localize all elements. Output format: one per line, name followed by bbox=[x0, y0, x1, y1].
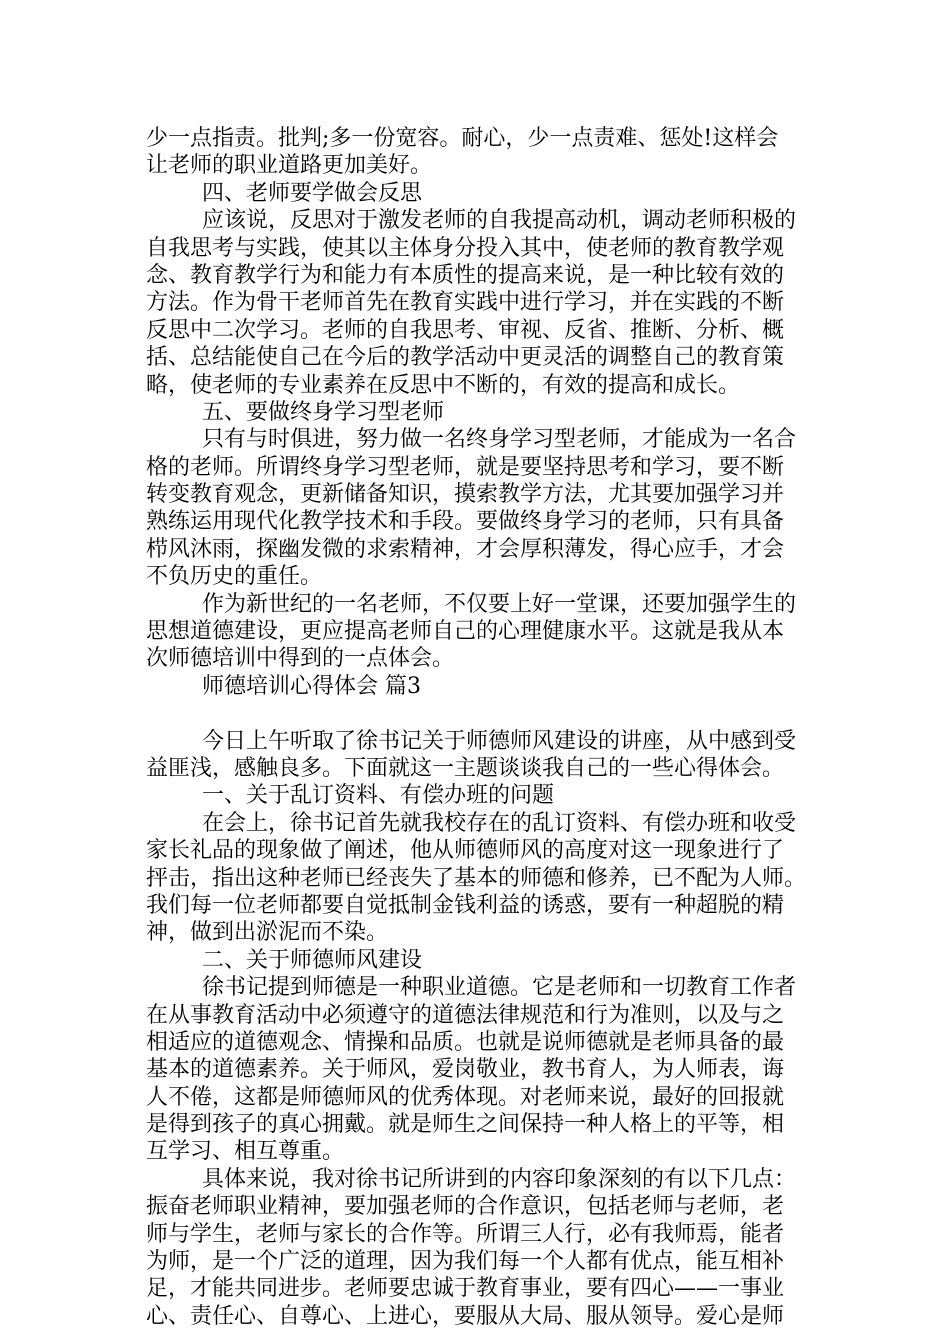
text-line: 四、老师要学做会反思 bbox=[202, 180, 423, 206]
text-line: 作为新世纪的一名老师，不仅要上好一堂课，还要加强学生的 bbox=[202, 591, 797, 617]
text-line: 二、关于师德师风建设 bbox=[202, 947, 423, 973]
text-line: 在从事教育活动中必须遵守的道德法律规范和行为准则，以及与之 bbox=[146, 1002, 785, 1028]
text-line: 反思中二次学习。老师的自我思考、审视、反省、推断、分析、概 bbox=[146, 317, 785, 343]
text-line: 次师德培训中得到的一点体会。 bbox=[146, 646, 455, 672]
text-line: 栉风沐雨，探幽发微的求索精神，才会厚积薄发，得心应手，才会 bbox=[146, 536, 785, 562]
text-line: 念、教育教学行为和能力有本质性的提高来说，是一种比较有效的 bbox=[146, 262, 785, 288]
text-line: 应该说，反思对于激发老师的自我提高动机，调动老师积极的 bbox=[202, 208, 797, 234]
text-line: 转变教育观念，更新储备知识，摸索教学方法，尤其要加强学习并 bbox=[146, 482, 785, 508]
text-line: 抨击，指出这种老师已经丧失了基本的师德和修养，已不配为人师。 bbox=[146, 865, 806, 891]
text-line: 今日上午听取了徐书记关于师德师风建设的讲座，从中感到受 bbox=[202, 728, 797, 754]
text-line: 五、要做终身学习型老师 bbox=[202, 399, 445, 425]
text-line: 格的老师。所谓终身学习型老师，就是要坚持思考和学习，要不断 bbox=[146, 454, 785, 480]
text-line: 互学习、相互尊重。 bbox=[146, 1139, 345, 1165]
text-line: 神，做到出淤泥而不染。 bbox=[146, 920, 389, 946]
text-line: 师德培训心得体会 篇3 bbox=[202, 673, 421, 699]
text-line: 熟练运用现代化教学技术和手段。要做终身学习的老师，只有具备 bbox=[146, 509, 785, 535]
text-line: 心、责任心、自尊心、上进心，要服从大局、服从领导。爱心是师 bbox=[146, 1303, 785, 1329]
text-line: 只有与时俱进，努力做一名终身学习型老师，才能成为一名合 bbox=[202, 427, 797, 453]
blank-line bbox=[146, 700, 806, 727]
text-line: 人不倦，这都是师德师风的优秀体现。对老师来说，最好的回报就 bbox=[146, 1084, 785, 1110]
text-line: 少一点指责。批判;多一份宽容。耐心，少一点责难、惩处!这样会 bbox=[146, 126, 779, 151]
text-line: 方法。作为骨干老师首先在教育实践中进行学习，并在实践的不断 bbox=[146, 290, 785, 316]
text-line: 具体来说，我对徐书记所讲到的内容印象深刻的有以下几点： bbox=[202, 1166, 797, 1192]
text-line: 我们每一位老师都要自觉抵制金钱利益的诱惑，要有一种超脱的精 bbox=[146, 892, 785, 918]
text-line: 略，使老师的专业素养在反思中不断的，有效的提高和成长。 bbox=[146, 372, 741, 398]
text-line: 让老师的职业道路更加美好。 bbox=[146, 153, 433, 179]
text-line: 思想道德建设，更应提高老师自己的心理健康水平。这就是我从本 bbox=[146, 619, 785, 645]
text-line: 足，才能共同进步。老师要忠诚于教育事业，要有四心——一事业 bbox=[146, 1276, 785, 1302]
text-line: 括、总结能使自己在今后的教学活动中更灵活的调整自己的教育策 bbox=[146, 345, 785, 371]
text-line: 一、关于乱订资料、有偿办班的问题 bbox=[202, 783, 555, 809]
document-body bbox=[146, 125, 806, 1330]
text-line: 师与学生，老师与家长的合作等。所谓三人行，必有我师焉，能者 bbox=[146, 1221, 785, 1247]
text-line: 相适应的道德观念、情操和品质。也就是说师德就是老师具备的最 bbox=[146, 1029, 785, 1055]
text-line: 益匪浅，感触良多。下面就这一主题谈谈我自己的一些心得体会。 bbox=[146, 755, 785, 781]
text-line: 是得到孩子的真心拥戴。就是师生之间保持一种人格上的平等，相 bbox=[146, 1112, 785, 1138]
text-line: 基本的道德素养。关于师风，爱岗敬业，教书育人，为人师表，诲 bbox=[146, 1057, 785, 1083]
text-line: 家长礼品的现象做了阐述，他从师德师风的高度对这一现象进行了 bbox=[146, 838, 785, 864]
text-line: 不负历史的重任。 bbox=[146, 564, 323, 590]
text-line: 在会上，徐书记首先就我校存在的乱订资料、有偿办班和收受 bbox=[202, 810, 797, 836]
text-line: 振奋老师职业精神，要加强老师的合作意识，包括老师与老师，老 bbox=[146, 1194, 785, 1220]
text-line: 自我思考与实践，使其以主体身分投入其中，使老师的教育教学观 bbox=[146, 235, 785, 261]
text-line: 为师，是一个广泛的道理，因为我们每一个人都有优点，能互相补 bbox=[146, 1249, 785, 1275]
text-line: 徐书记提到师德是一种职业道德。它是老师和一切教育工作者 bbox=[202, 975, 797, 1001]
